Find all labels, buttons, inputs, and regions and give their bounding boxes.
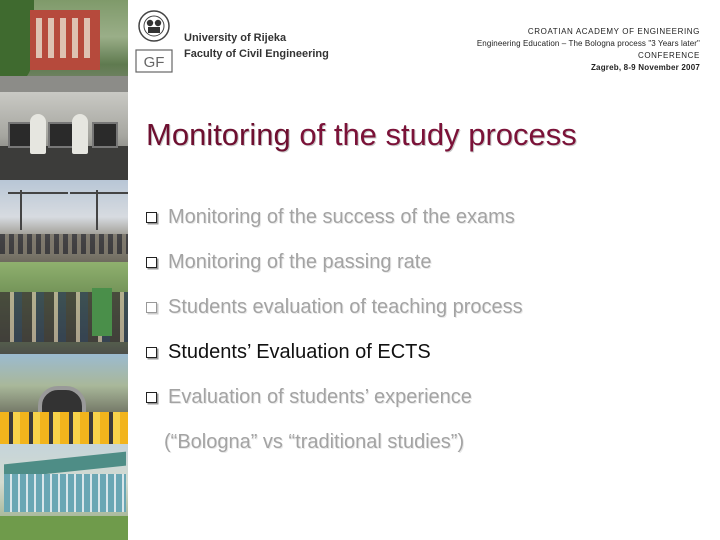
faculty-name: Faculty of Civil Engineering	[184, 48, 329, 60]
conference-organizer: CROATIAN ACADEMY OF ENGINEERING	[527, 27, 700, 36]
university-name: University of Rijeka	[184, 32, 287, 44]
computer-lab-photo	[0, 92, 128, 180]
tunnel-workers-photo	[0, 354, 128, 444]
conference-date: Zagreb, 8-9 November 2007	[590, 63, 700, 72]
bullet-text: Monitoring of the success of the exams	[168, 206, 515, 228]
square-bullet-icon	[146, 212, 157, 223]
photo-strip	[0, 0, 128, 540]
faculty-logo	[134, 10, 174, 74]
slide-title-bold: Monitoring	[146, 117, 291, 152]
bullet-text: Evaluation of students’ experience	[168, 386, 472, 408]
square-bullet-icon	[146, 302, 157, 313]
construction-site-photo	[0, 180, 128, 262]
campus-building-photo	[0, 0, 128, 92]
square-bullet-icon	[146, 392, 157, 403]
bullet-text: Monitoring of the passing rate	[168, 251, 432, 273]
square-bullet-icon	[146, 347, 157, 358]
square-bullet-icon	[146, 257, 157, 268]
bullet-continuation: (“Bologna” vs “traditional studies”)	[164, 431, 465, 453]
logo-letters: GF	[143, 54, 165, 71]
building-rendering-photo	[0, 444, 128, 540]
conference-label: CONFERENCE	[637, 51, 700, 60]
slide-title-rest: of the study process	[290, 117, 577, 152]
bullet-text: Students evaluation of teaching process	[168, 296, 523, 318]
students-field-trip-photo	[0, 262, 128, 354]
bullet-text: Students’ Evaluation of ECTS	[168, 341, 431, 363]
conference-theme: Engineering Education – The Bologna process "3 Years later"	[476, 39, 700, 48]
slide-title	[146, 117, 577, 153]
